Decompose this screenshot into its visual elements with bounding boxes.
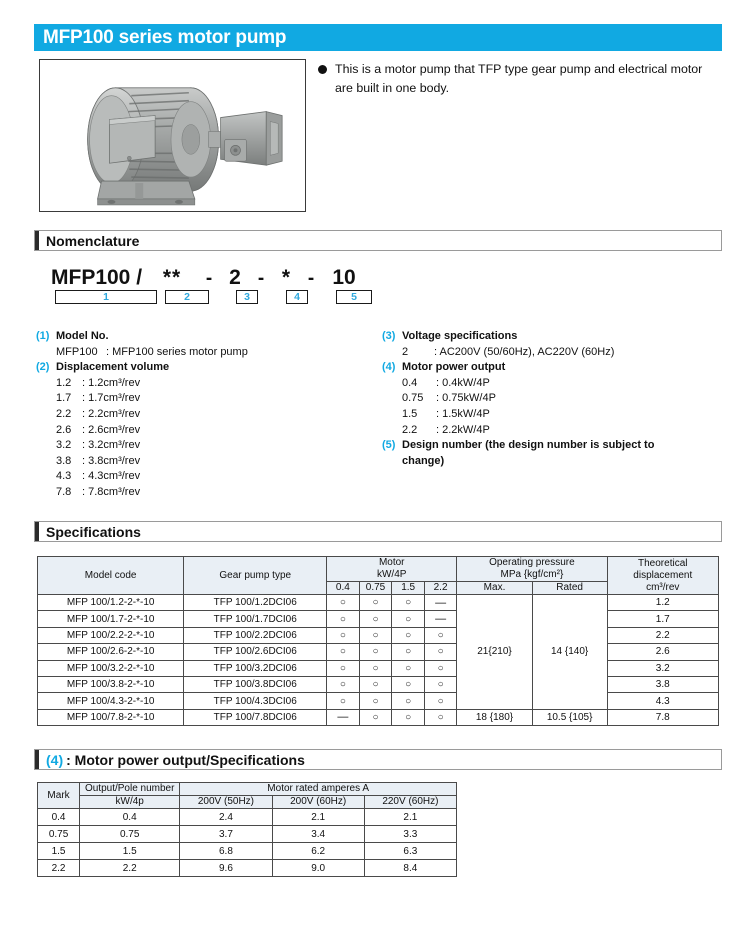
cell-kw-1: ○	[359, 627, 392, 643]
cell-amp-1: 6.2	[272, 843, 364, 860]
cell-kw-0: ○	[327, 660, 359, 676]
cell-displacement: 1.2	[607, 595, 718, 611]
cell-model: MFP 100/1.2-2-*-10	[38, 595, 184, 611]
table-row	[38, 644, 719, 660]
th-model-code: Model code	[38, 557, 184, 595]
table-row	[38, 809, 457, 826]
legend-val-disp-6: : 4.3cm³/rev	[82, 470, 141, 483]
cell-model: MFP 100/3.2-2-*-10	[38, 660, 184, 676]
th-kw-1.5: 1.5	[392, 582, 424, 595]
cell-kw-2: ○	[392, 644, 424, 660]
th-theoretical-unit: cm³/rev	[646, 581, 680, 593]
section-title-motor-power: : Motor power output/Specifications	[66, 751, 305, 768]
code-part-model: MFP100 /	[51, 266, 143, 289]
cell-kw-0: ○	[327, 676, 359, 692]
cell-kw-3: ○	[424, 644, 456, 660]
legend-item-1	[36, 329, 366, 345]
cell-kw-1: ○	[359, 676, 392, 692]
numbox-1: 1	[55, 290, 157, 304]
specifications-table	[37, 556, 719, 726]
cell-output: 0.4	[80, 809, 180, 826]
legend-key-disp-4: 3.2	[56, 439, 72, 452]
section-number-motor-power: (4)	[46, 751, 64, 768]
cell-kw-1: ○	[359, 595, 392, 611]
table-row	[38, 676, 719, 692]
legend-number-5: (5)	[382, 439, 396, 452]
code-part-design: 10	[332, 266, 356, 289]
legend-row-disp-2	[36, 407, 366, 423]
cell-gear: TFP 100/3.2DCI06	[184, 660, 327, 676]
legend-key-disp-2: 2.2	[56, 407, 72, 420]
cell-amp-2: 6.3	[364, 843, 456, 860]
cell-kw-3: ○	[424, 676, 456, 692]
legend-val-model: : MFP100 series motor pump	[106, 345, 248, 358]
th-output: Output/Pole number	[80, 783, 180, 796]
product-photo-frame	[39, 59, 306, 212]
cell-kw-3: —	[424, 611, 456, 627]
legend-title-4: Motor power output	[402, 361, 506, 374]
legend-row-disp-6	[36, 469, 366, 485]
motor-power-table	[37, 782, 457, 877]
cell-amp-1: 3.4	[272, 826, 364, 843]
cell-kw-1: ○	[359, 693, 392, 709]
legend-number-1: (1)	[36, 330, 50, 342]
th-motor-unit: kW/4P	[376, 569, 407, 580]
th-pressure-unit: MPa {kgf/cm²}	[500, 569, 564, 580]
legend-item-2	[36, 360, 366, 376]
legend-val-disp-5: : 3.8cm³/rev	[82, 454, 141, 467]
numbox-5: 5	[336, 290, 372, 304]
th-amperes: Motor rated amperes A	[180, 783, 457, 796]
th-amp-220-60: 220V (60Hz)	[364, 796, 456, 809]
th-theoretical-label: Theoretical displacement	[633, 557, 693, 581]
cell-displacement: 1.7	[607, 611, 718, 627]
cell-displacement: 7.8	[607, 709, 718, 725]
legend-val-power-2: : 1.5kW/4P	[436, 407, 490, 420]
cell-pressure-max-2: 18 {180}	[457, 709, 532, 725]
section-header-motor-power	[34, 749, 722, 770]
cell-amp-0: 2.4	[180, 809, 272, 826]
section-header-specifications	[34, 521, 722, 542]
cell-gear: TFP 100/1.2DCI06	[184, 595, 327, 611]
code-part-displacement: **	[162, 266, 182, 289]
table-row	[38, 627, 719, 643]
cell-kw-3: ○	[424, 709, 456, 725]
product-description-text: This is a motor pump that TFP type gear pump and electrical motor are built in one body.	[335, 62, 703, 95]
cell-displacement: 3.8	[607, 676, 718, 692]
cell-amp-0: 3.7	[180, 826, 272, 843]
th-motor-group	[327, 557, 457, 582]
legend-row-voltage	[382, 345, 722, 361]
cell-model: MFP 100/2.6-2-*-10	[38, 644, 184, 660]
cell-gear: TFP 100/2.2DCI06	[184, 627, 327, 643]
legend-key-model: MFP100	[56, 345, 98, 358]
cell-kw-2: ○	[392, 693, 424, 709]
cell-model: MFP 100/3.8-2-*-10	[38, 676, 184, 692]
legend-title-5-cont: change)	[402, 454, 445, 467]
th-amp-200-50: 200V (50Hz)	[180, 796, 272, 809]
cell-amp-2: 3.3	[364, 826, 456, 843]
cell-displacement: 2.2	[607, 627, 718, 643]
legend-val-disp-0: : 1.2cm³/rev	[82, 376, 141, 389]
nomenclature-legend-right	[382, 329, 722, 469]
legend-val-disp-4: : 3.2cm³/rev	[82, 439, 141, 452]
cell-gear: TFP 100/4.3DCI06	[184, 693, 327, 709]
legend-row-model	[36, 345, 366, 361]
numbox-3: 3	[236, 290, 258, 304]
page-title: MFP100 series motor pump	[43, 26, 287, 48]
cell-kw-2: ○	[392, 595, 424, 611]
legend-item-3	[382, 329, 722, 345]
power-header-row-1	[38, 783, 457, 796]
code-dash-1: -	[205, 268, 213, 289]
section-title-specifications: Specifications	[46, 523, 141, 540]
cell-model: MFP 100/7.8-2-*-10	[38, 709, 184, 725]
cell-displacement: 2.6	[607, 644, 718, 660]
table-row	[38, 860, 457, 877]
cell-kw-0: ○	[327, 595, 359, 611]
th-motor-label: Motor	[378, 557, 405, 568]
legend-row-disp-5	[36, 454, 366, 470]
cell-mark: 1.5	[38, 843, 80, 860]
motor-pump-photo	[40, 60, 305, 212]
cell-kw-0: ○	[327, 693, 359, 709]
cell-kw-0: —	[327, 709, 359, 725]
legend-row-power-1	[382, 391, 722, 407]
cell-displacement: 3.2	[607, 660, 718, 676]
legend-number-4: (4)	[382, 361, 396, 374]
legend-key-power-2: 1.5	[402, 407, 418, 420]
cell-amp-0: 6.8	[180, 843, 272, 860]
cell-output: 0.75	[80, 826, 180, 843]
legend-val-power-1: : 0.75kW/4P	[436, 392, 496, 405]
th-kw-0.4: 0.4	[327, 582, 359, 595]
th-kw-0.75: 0.75	[359, 582, 392, 595]
legend-title-5: Design number (the design number is subject to	[402, 439, 655, 452]
cell-model: MFP 100/4.3-2-*-10	[38, 693, 184, 709]
th-amp-200-60: 200V (60Hz)	[272, 796, 364, 809]
legend-key-disp-1: 1.7	[56, 392, 72, 405]
th-pressure-label: Operating pressure	[489, 557, 575, 568]
cell-model: MFP 100/1.7-2-*-10	[38, 611, 184, 627]
cell-kw-2: ○	[392, 709, 424, 725]
legend-key-voltage: 2	[402, 345, 409, 358]
numbox-4: 4	[286, 290, 308, 304]
table-header-row-1	[38, 557, 719, 582]
power-header-row-2	[38, 796, 457, 809]
legend-key-power-1: 0.75	[402, 392, 424, 405]
th-pressure-rated: Rated	[532, 582, 607, 595]
table-row	[38, 843, 457, 860]
legend-val-disp-2: : 2.2cm³/rev	[82, 407, 141, 420]
nomenclature-code-diagram	[34, 266, 434, 306]
legend-item-4	[382, 360, 722, 376]
table-row	[38, 693, 719, 709]
cell-gear: TFP 100/3.8DCI06	[184, 676, 327, 692]
legend-number-2: (2)	[36, 361, 50, 374]
table-row	[38, 611, 719, 627]
legend-title-3: Voltage specifications	[402, 330, 518, 342]
cell-kw-3: —	[424, 595, 456, 611]
cell-kw-3: ○	[424, 693, 456, 709]
cell-kw-3: ○	[424, 660, 456, 676]
cell-kw-2: ○	[392, 676, 424, 692]
legend-row-power-3	[382, 423, 722, 439]
legend-val-voltage: : AC200V (50/60Hz), AC220V (60Hz)	[434, 345, 615, 358]
cell-gear: TFP 100/1.7DCI06	[184, 611, 327, 627]
legend-val-disp-3: : 2.6cm³/rev	[82, 423, 141, 436]
code-part-power: *	[281, 266, 291, 289]
legend-key-power-0: 0.4	[402, 376, 418, 389]
cell-amp-2: 2.1	[364, 809, 456, 826]
cell-kw-0: ○	[327, 627, 359, 643]
cell-mark: 0.4	[38, 809, 80, 826]
cell-kw-1: ○	[359, 709, 392, 725]
cell-output: 2.2	[80, 860, 180, 877]
table-row	[38, 595, 719, 611]
table-row	[38, 826, 457, 843]
nomenclature-legend-left	[36, 329, 366, 501]
cell-kw-2: ○	[392, 660, 424, 676]
legend-key-power-3: 2.2	[402, 423, 418, 436]
cell-mark: 0.75	[38, 826, 80, 843]
th-gear-pump-type: Gear pump type	[184, 557, 327, 595]
legend-val-disp-7: : 7.8cm³/rev	[82, 485, 141, 498]
legend-key-disp-5: 3.8	[56, 454, 72, 467]
cell-pressure-rated-group: 14 {140}	[532, 595, 607, 710]
cell-gear: TFP 100/2.6DCI06	[184, 644, 327, 660]
numbox-2: 2	[165, 290, 209, 304]
cell-pressure-max-group: 21{210}	[457, 595, 532, 710]
th-kw-2.2: 2.2	[424, 582, 456, 595]
code-dash-2: -	[257, 268, 265, 289]
cell-model: MFP 100/2.2-2-*-10	[38, 627, 184, 643]
legend-row-power-0	[382, 376, 722, 392]
legend-row-disp-1	[36, 391, 366, 407]
legend-val-power-3: : 2.2kW/4P	[436, 423, 490, 436]
legend-key-disp-3: 2.6	[56, 423, 72, 436]
section-header-nomenclature	[34, 230, 722, 251]
cell-kw-1: ○	[359, 644, 392, 660]
th-output-unit: kW/4p	[80, 796, 180, 809]
code-part-voltage: 2	[229, 266, 241, 289]
th-theoretical-group	[607, 557, 718, 595]
cell-amp-1: 2.1	[272, 809, 364, 826]
legend-item-5	[382, 438, 722, 454]
cell-kw-2: ○	[392, 611, 424, 627]
cell-pressure-rated-2: 10.5 {105}	[532, 709, 607, 725]
legend-key-disp-6: 4.3	[56, 470, 72, 483]
cell-mark: 2.2	[38, 860, 80, 877]
cell-kw-2: ○	[392, 627, 424, 643]
legend-row-disp-0	[36, 376, 366, 392]
legend-key-disp-0: 1.2	[56, 376, 72, 389]
th-pressure-group	[457, 557, 607, 582]
legend-title-2: Displacement volume	[56, 361, 170, 374]
legend-row-power-2	[382, 407, 722, 423]
legend-row-disp-7	[36, 485, 366, 501]
cell-gear: TFP 100/7.8DCI06	[184, 709, 327, 725]
cell-kw-0: ○	[327, 644, 359, 660]
code-dash-3: -	[307, 268, 315, 289]
legend-row-disp-4	[36, 438, 366, 454]
th-mark: Mark	[38, 783, 80, 809]
legend-number-3: (3)	[382, 330, 396, 342]
th-pressure-max: Max.	[457, 582, 532, 595]
cell-kw-1: ○	[359, 660, 392, 676]
bullet-icon	[318, 65, 327, 74]
legend-row-disp-3	[36, 423, 366, 439]
legend-val-power-0: : 0.4kW/4P	[436, 376, 490, 389]
cell-amp-1: 9.0	[272, 860, 364, 877]
legend-key-disp-7: 7.8	[56, 485, 72, 498]
product-description	[318, 60, 722, 98]
cell-amp-2: 8.4	[364, 860, 456, 877]
cell-kw-3: ○	[424, 627, 456, 643]
cell-kw-1: ○	[359, 611, 392, 627]
page-title-bar	[34, 24, 722, 51]
legend-title-1: Model No.	[56, 330, 109, 342]
cell-kw-0: ○	[327, 611, 359, 627]
cell-displacement: 4.3	[607, 693, 718, 709]
table-row	[38, 709, 719, 725]
section-title-nomenclature: Nomenclature	[46, 232, 140, 249]
cell-amp-0: 9.6	[180, 860, 272, 877]
legend-val-disp-1: : 1.7cm³/rev	[82, 392, 141, 405]
table-row	[38, 660, 719, 676]
cell-output: 1.5	[80, 843, 180, 860]
